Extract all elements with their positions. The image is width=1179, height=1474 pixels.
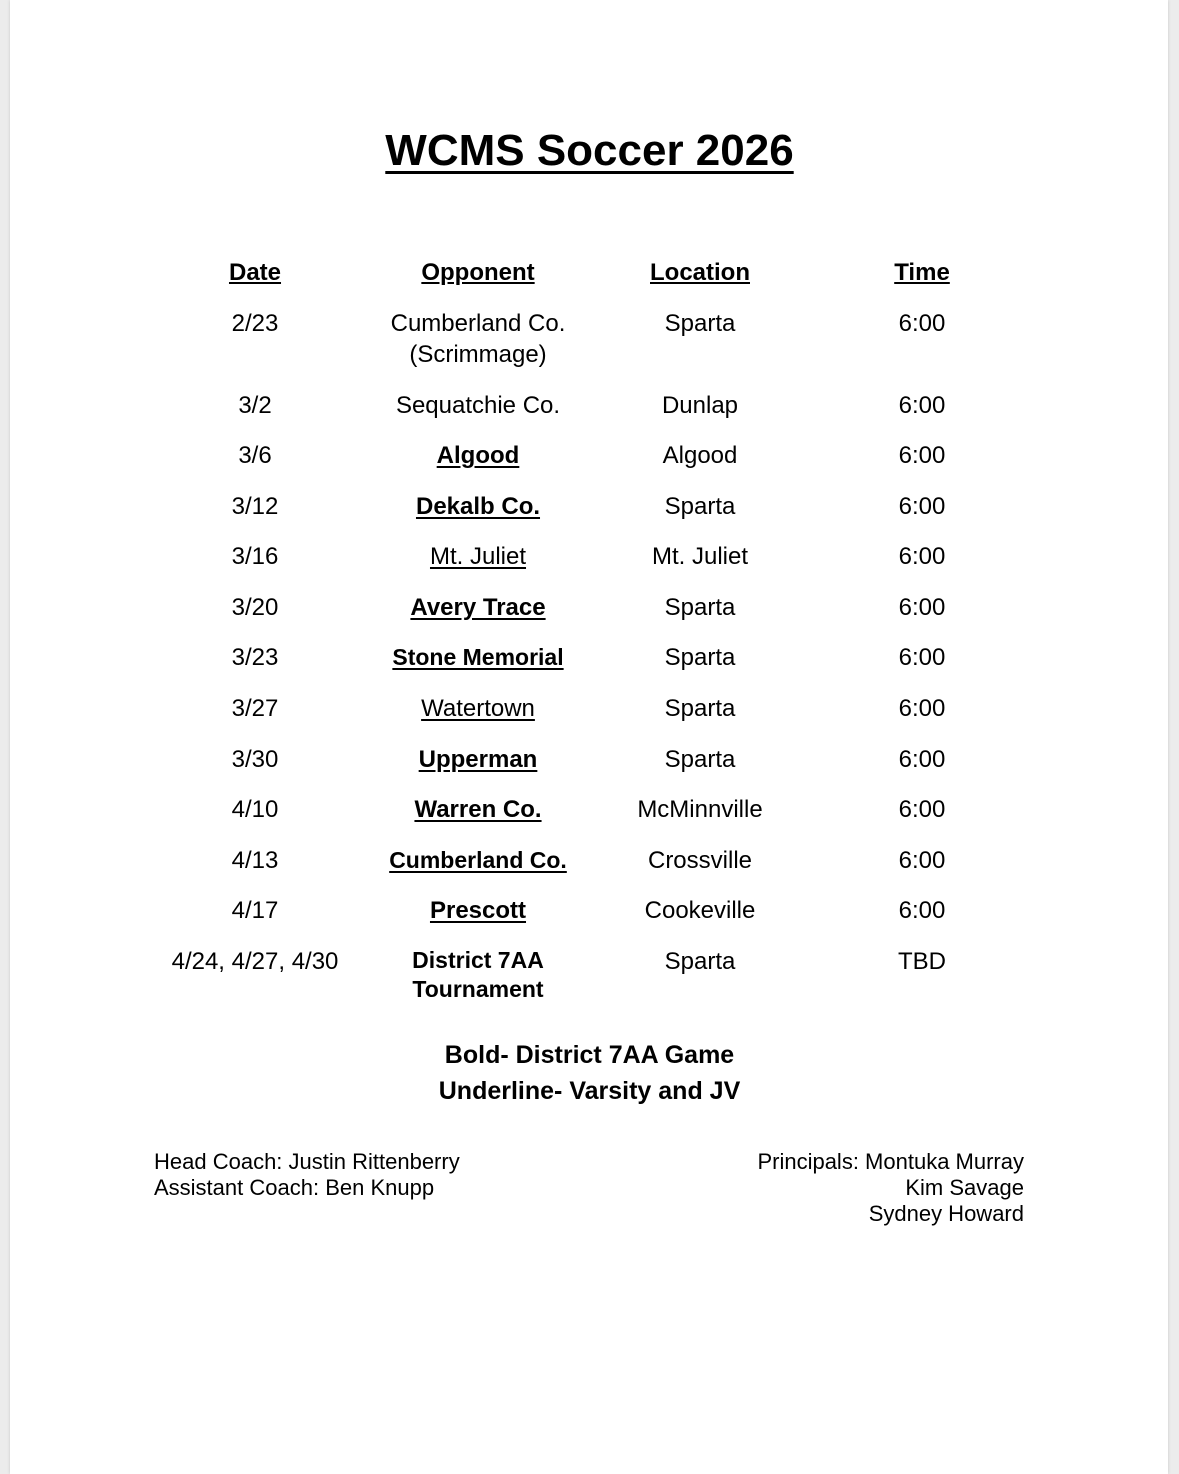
game-opponent: Watertown <box>421 695 535 722</box>
game-date: 4/13 <box>231 847 279 874</box>
principal-line2: Kim Savage <box>905 1175 1024 1200</box>
head-coach: Head Coach: Justin Rittenberry <box>154 1149 460 1174</box>
legend-underline: Underline- Varsity and JV <box>438 1077 741 1105</box>
header-opponent: Opponent <box>421 259 535 286</box>
game-location: Sparta <box>664 594 736 621</box>
principal-line1: Principals: Montuka Murray <box>757 1149 1024 1174</box>
game-date: 3/30 <box>231 746 279 773</box>
opponent-line2: Tournament <box>412 976 544 1002</box>
game-opponent: Algood <box>436 442 520 469</box>
game-opponent: Prescott <box>429 897 527 924</box>
game-location: Cookeville <box>644 897 756 924</box>
game-opponent <box>360 308 596 370</box>
game-time: 6:00 <box>898 392 946 419</box>
game-date: 4/10 <box>231 796 279 823</box>
game-time: 6:00 <box>898 442 946 469</box>
game-date: 3/16 <box>231 543 279 570</box>
game-opponent: Upperman <box>418 746 538 773</box>
opponent-line1: District 7AA <box>412 947 544 973</box>
assistant-coach: Assistant Coach: Ben Knupp <box>154 1175 435 1200</box>
game-date: 3/27 <box>231 695 279 722</box>
game-time: 6:00 <box>898 796 946 823</box>
game-time: 6:00 <box>898 897 946 924</box>
game-location: Algood <box>662 442 738 469</box>
game-opponent: Cumberland Co. <box>389 847 567 873</box>
game-location: Sparta <box>664 644 736 671</box>
game-opponent <box>360 946 596 1004</box>
game-opponent: Sequatchie Co. <box>395 392 561 419</box>
header-time: Time <box>894 259 950 286</box>
game-time: 6:00 <box>898 310 946 337</box>
game-location: Sparta <box>664 310 736 337</box>
game-opponent: Mt. Juliet <box>429 543 527 570</box>
game-location: Sparta <box>664 948 736 975</box>
game-opponent: Stone Memorial <box>392 644 564 670</box>
game-opponent: Warren Co. <box>414 796 542 823</box>
game-time: 6:00 <box>898 695 946 722</box>
game-location: Mt. Juliet <box>651 543 749 570</box>
game-location: Sparta <box>664 746 736 773</box>
game-date: 3/6 <box>238 442 272 469</box>
game-time: 6:00 <box>898 493 946 520</box>
document-page <box>10 0 1168 1474</box>
game-time: 6:00 <box>898 543 946 570</box>
game-location: Sparta <box>664 493 736 520</box>
legend-bold: Bold- District 7AA Game <box>444 1041 735 1069</box>
game-time: 6:00 <box>898 594 946 621</box>
game-date: 4/24, 4/27, 4/30 <box>171 948 339 975</box>
game-opponent: Dekalb Co. <box>415 493 541 520</box>
game-time: 6:00 <box>898 746 946 773</box>
game-date: 3/12 <box>231 493 279 520</box>
principals-block <box>700 1149 1024 1227</box>
game-date: 3/20 <box>231 594 279 621</box>
page-title: WCMS Soccer 2026 <box>385 126 794 175</box>
principal-line3: Sydney Howard <box>868 1201 1024 1226</box>
game-date: 2/23 <box>231 310 279 337</box>
game-time: TBD <box>898 948 946 975</box>
game-date: 3/23 <box>231 644 279 671</box>
game-location: Crossville <box>647 847 752 874</box>
game-time: 6:00 <box>898 644 946 671</box>
game-location: Dunlap <box>661 392 739 419</box>
game-date: 4/17 <box>231 897 279 924</box>
opponent-line1: Cumberland Co. <box>390 310 566 337</box>
game-opponent: Avery Trace <box>410 594 546 621</box>
header-date: Date <box>228 259 282 286</box>
opponent-line2: (Scrimmage) <box>409 341 547 368</box>
header-location: Location <box>650 259 750 286</box>
coaches-block <box>154 1149 460 1201</box>
game-location: Sparta <box>664 695 736 722</box>
game-location: McMinnville <box>637 796 763 823</box>
game-time: 6:00 <box>898 847 946 874</box>
game-date: 3/2 <box>238 392 272 419</box>
